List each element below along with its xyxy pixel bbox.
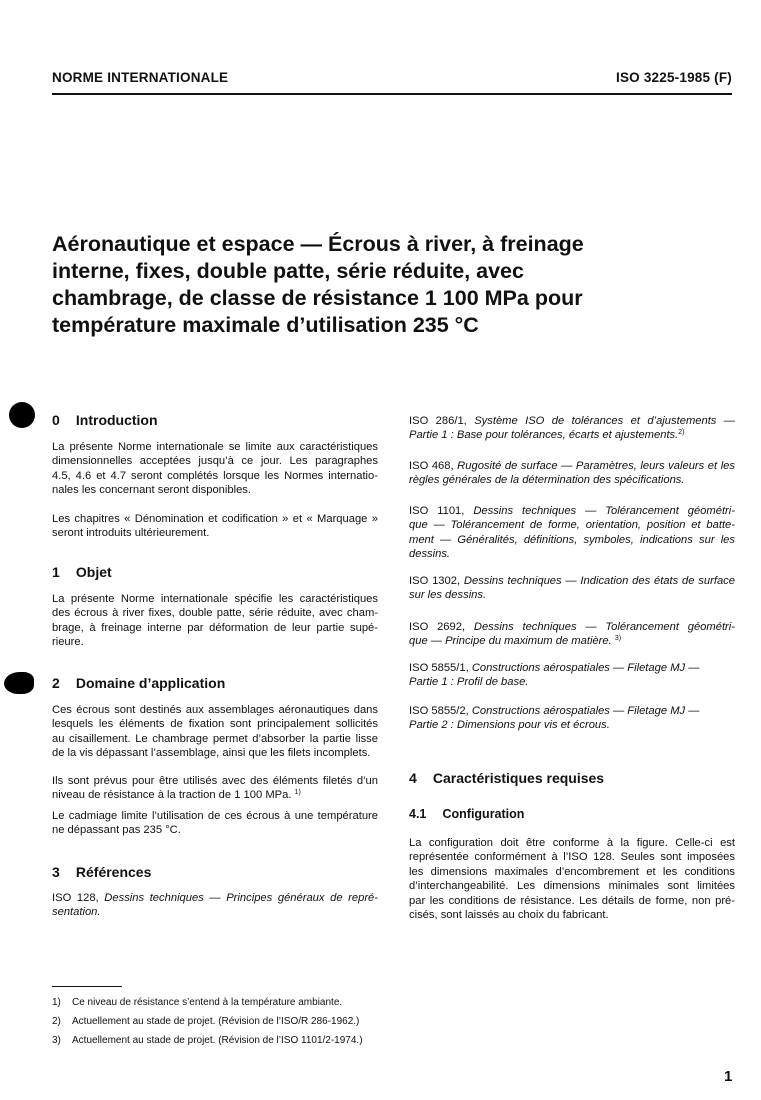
reference-item <box>409 574 735 603</box>
section-number: 2 <box>52 675 60 691</box>
text-line: ne dépassant pas 235 °C. <box>52 824 181 837</box>
reference-item <box>409 459 735 488</box>
footnote-text: Ce niveau de résistance s’entend à la température ambiante. <box>72 997 343 1008</box>
text-line: 4.5, 4.6 et 4.7 seront complétés lorsque les Normes internatio- <box>52 469 378 482</box>
footnote-item <box>52 1012 363 1031</box>
footnote-ref: 3) <box>614 635 622 643</box>
reference-code: ISO 1101, <box>409 505 465 517</box>
reference-title: Dessins techniques — Indication des états de surface <box>463 575 735 587</box>
reference-item <box>409 504 735 562</box>
reference-title: dessins. <box>409 548 451 561</box>
reference-title: que — Tolérancement de forme, orientation, position et batte- <box>409 519 735 532</box>
text-line: des écrous à river fixes, double patte, série réduite, avec cham- <box>52 607 378 620</box>
reference-item <box>409 414 735 443</box>
title-line: interne, fixes, double patte, série réduite, avec <box>52 259 524 283</box>
section-number: 1 <box>52 564 60 580</box>
text-line: nales les concernant seront disponibles. <box>52 484 252 497</box>
footnote-text: Actuellement au stade de projet. (Révision de l’ISO/R 286-1962.) <box>72 1016 360 1027</box>
section-title: Références <box>75 864 152 880</box>
title-line: chambrage, de classe de résistance 1 100 MPa pour <box>52 286 583 310</box>
reference-code: ISO 286/1, <box>409 415 467 427</box>
domaine-paragraph-3 <box>52 809 378 838</box>
text-line: La présente Norme internationale se limite aux caractéristiques <box>52 441 378 453</box>
text-line: rieure. <box>52 636 84 649</box>
footnote-ref: 2) <box>678 429 685 437</box>
reference-iso-128 <box>52 891 378 920</box>
subsection-number: 4.1 <box>409 807 427 821</box>
text-line: brage, à freinage interne par déformation de leur partie supé- <box>52 621 378 634</box>
reference-item <box>409 661 735 690</box>
text-line: lesquels les éléments de fixation sont principalement sollicités <box>52 718 378 731</box>
footnote-number: 2) <box>52 1016 61 1027</box>
footnote-item <box>52 993 363 1012</box>
text-line: de la vis dépassant l’assemblage, ainsi que les filets incomplets. <box>52 747 371 760</box>
text-line: au cisaillement. Le chambrage permet d’absorber la partie lisse <box>52 732 378 745</box>
text-line: Le cadmiage limite l’utilisation de ces écrous à une température <box>52 810 378 822</box>
text-line: dimensionnelles acceptées jusqu’à ce jour. Les paragraphes <box>52 455 378 468</box>
subsection-heading-configuration <box>409 806 524 822</box>
reference-title: ment — Généralités, définitions, symboles, indications sur les <box>409 533 735 546</box>
binder-hole-mark <box>9 402 35 428</box>
reference-title: Constructions aérospatiales — Filetage MJ — <box>471 662 700 674</box>
reference-title: Rugosité de surface — Paramètres, leurs valeurs et les <box>457 460 735 472</box>
header-standard-number: ISO 3225-1985 (F) <box>616 70 732 85</box>
header-standard-type: NORME INTERNATIONALE <box>52 70 229 85</box>
page-header <box>52 70 732 92</box>
reference-item <box>409 620 735 649</box>
reference-title: Dessins techniques — Tolérancement géométri- <box>473 621 735 633</box>
reference-title: Partie 1 : Profil de base. <box>409 676 529 689</box>
section-heading-objet <box>52 563 112 581</box>
introduction-paragraph-1 <box>52 440 378 498</box>
reference-title: Constructions aérospatiales — Filetage MJ — <box>471 705 700 717</box>
text-line: niveau de résistance à la traction de 1 100 MPa. <box>52 789 292 802</box>
document-title <box>52 231 732 339</box>
title-line: Aéronautique et espace — Écrous à river, à freinage <box>52 232 584 256</box>
reference-title: Partie 2 : Dimensions pour vis et écrous. <box>409 719 610 732</box>
reference-title: Dessins techniques — Tolérancement géométri- <box>473 505 735 517</box>
section-title: Introduction <box>75 412 158 428</box>
section-heading-references <box>52 863 151 881</box>
reference-code: ISO 1302, <box>409 575 461 587</box>
section-number: 0 <box>52 412 60 428</box>
text-line: Ils sont prévus pour être utilisés avec des éléments filetés d’un <box>52 775 378 787</box>
reference-title: que — Principe du maximum de matière. <box>409 635 612 648</box>
reference-title: Partie 1 : Base pour tolérances, écarts et ajustements. <box>409 429 679 442</box>
subsection-title: Configuration <box>442 807 525 821</box>
section-title: Domaine d’application <box>75 675 226 691</box>
binder-hole-mark <box>4 672 34 694</box>
header-rule <box>52 93 732 95</box>
text-line: d’interchangeabilité. Les dimensions minimales sont limitées <box>409 880 735 893</box>
footnote-text: Actuellement au stade de projet. (Révision de l’ISO 1101/2-1974.) <box>72 1035 363 1046</box>
reference-code: ISO 128, <box>52 892 99 904</box>
section-number: 3 <box>52 864 60 880</box>
reference-title: Système ISO de tolérances et d’ajustements — <box>474 415 735 427</box>
text-line: représentée conformément à l’ISO 128. Seules sont imposées <box>409 851 735 864</box>
text-line: par les conditions de résistance. Les détails de forme, non pré- <box>409 894 735 907</box>
objet-paragraph <box>52 592 378 650</box>
reference-code: ISO 5855/1, <box>409 662 469 674</box>
text-line: La présente Norme internationale spécifie les caractéristiques <box>52 593 378 605</box>
text-line: La configuration doit être conforme à la figure. Celle-ci est <box>409 837 735 849</box>
text-line: cisés, sont laissés au choix du fabricant. <box>409 909 609 922</box>
section-heading-caracteristiques <box>409 769 604 787</box>
section-title: Objet <box>75 564 112 580</box>
domaine-paragraph-1 <box>52 703 378 761</box>
reference-code: ISO 5855/2, <box>409 705 469 717</box>
section-heading-domaine <box>52 674 225 692</box>
reference-title: sentation. <box>52 906 101 919</box>
reference-title: sur les dessins. <box>409 589 487 602</box>
page-number: 1 <box>724 1068 733 1085</box>
section-number: 4 <box>409 770 417 786</box>
reference-title: règles générales de la détermination des spécifications. <box>409 474 685 487</box>
footnote-number: 3) <box>52 1035 61 1046</box>
reference-code: ISO 468, <box>409 460 454 472</box>
configuration-paragraph <box>409 836 735 922</box>
section-heading-introduction <box>52 411 158 429</box>
footnote-item <box>52 1031 363 1050</box>
section-title: Caractéristiques requises <box>432 770 605 786</box>
footnote-ref: 1) <box>294 789 301 797</box>
reference-code: ISO 2692, <box>409 621 466 633</box>
text-line: seront introduits ultérieurement. <box>52 527 210 540</box>
domaine-paragraph-2 <box>52 774 378 803</box>
reference-item <box>409 704 735 733</box>
title-line: température maximale d’utilisation 235 °C <box>52 313 479 337</box>
text-line: Ces écrous sont destinés aux assemblages aéronautiques dans <box>52 704 378 716</box>
footnotes <box>52 993 363 1050</box>
footnote-number: 1) <box>52 997 61 1008</box>
introduction-paragraph-2 <box>52 512 378 541</box>
reference-title: Dessins techniques — Principes généraux de repré- <box>104 892 379 904</box>
text-line: les dimensions maximales d’encombrement et les conditions <box>409 865 735 878</box>
text-line: Les chapitres « Dénomination et codification » et « Marquage » <box>52 513 378 525</box>
footnote-rule <box>52 986 122 987</box>
